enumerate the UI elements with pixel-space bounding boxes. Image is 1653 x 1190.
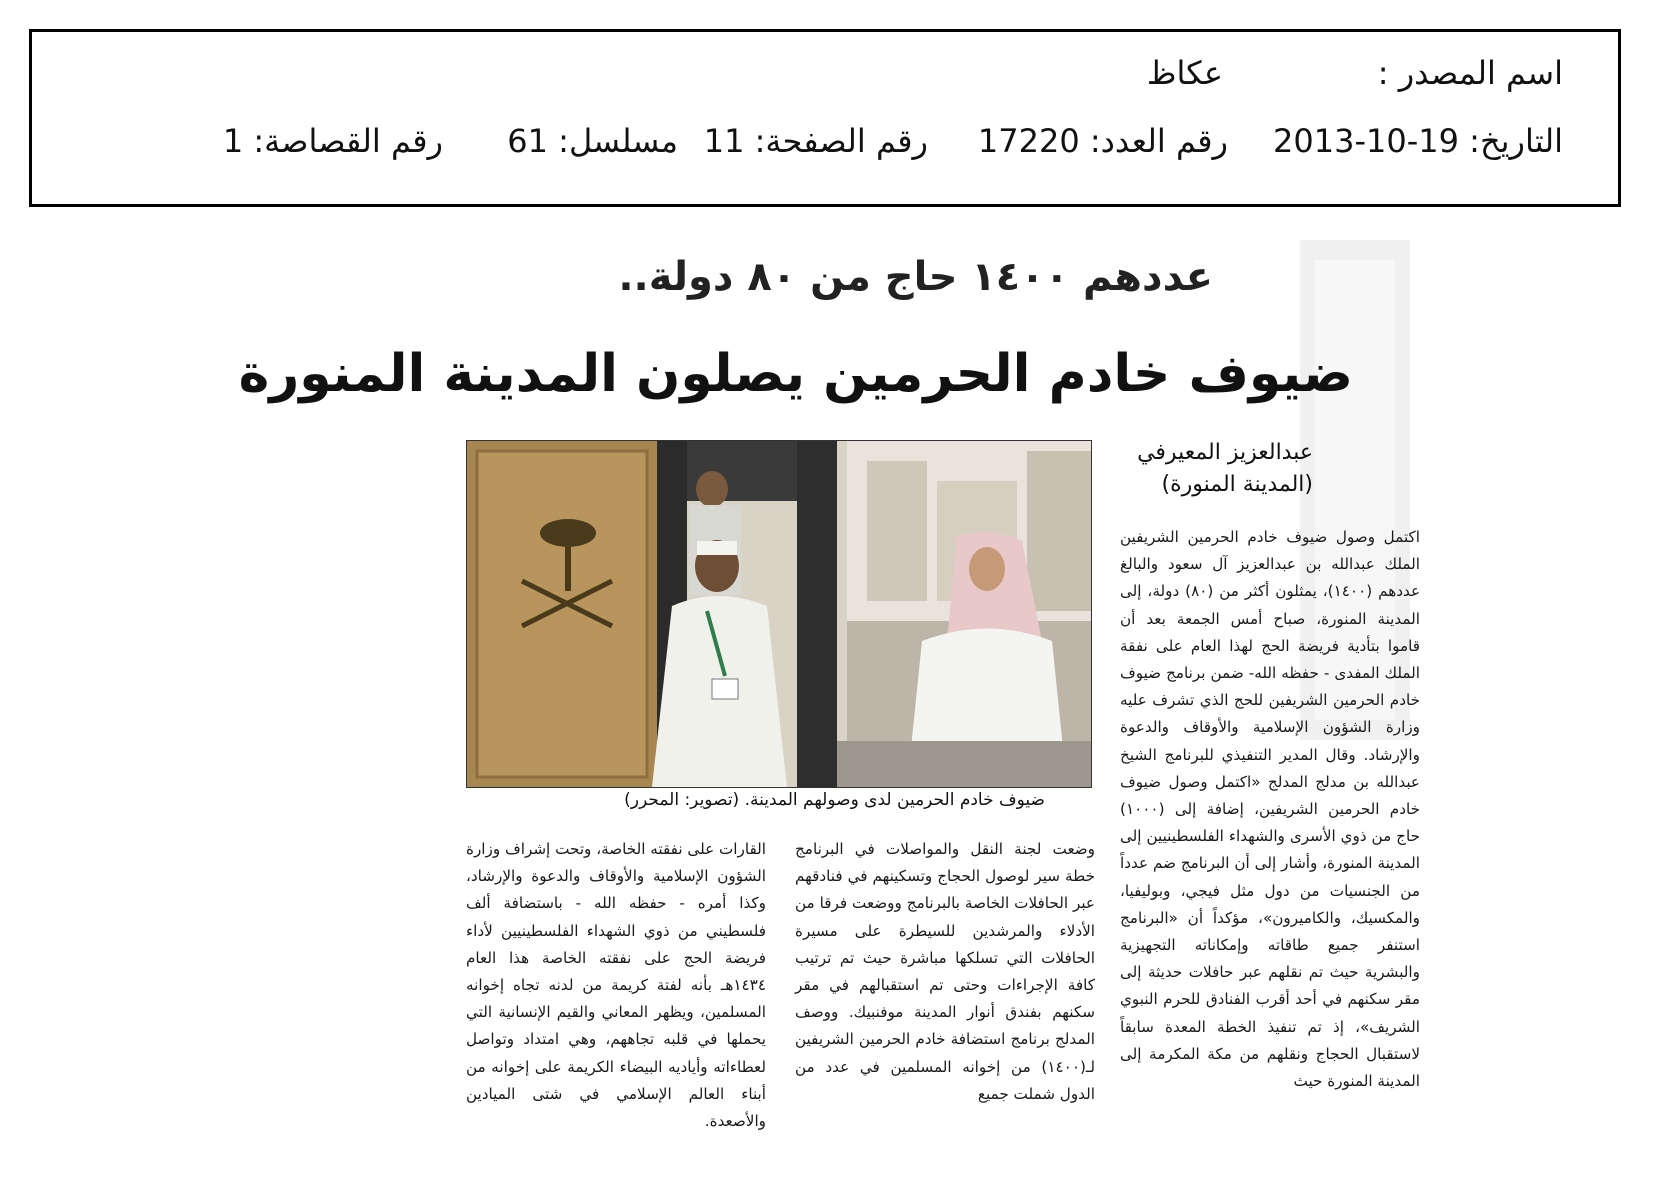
page-number-field: رقم الصفحة: 11	[703, 122, 928, 160]
article-headline: ضيوف خادم الحرمين يصلون المدينة المنورة	[238, 344, 1353, 404]
date-field: التاريخ: 19-10-2013	[1273, 122, 1563, 160]
article-column-right	[1120, 524, 1420, 1095]
article-kicker: عددهم ١٤٠٠ حاج من ٨٠ دولة..	[618, 254, 1213, 300]
serial-field: مسلسل: 61	[507, 122, 678, 160]
article-body-middle: وضعت لجنة النقل والمواصلات في البرنامج خطة سير لوصول الحجاج وتسكينهم في فنادقهم عبر الحافلات الخاصة بالبرنامج ووضعت فرقا من الأدلاء والمرشدين للسيطرة على مسيرة الحافلات التي تسلكها مباشرة حيث تم ترتيب كافة الإجراءات وحتى تم استقبالهم في مقر سكنهم بفندق أنوار المدينة موفنبيك. ووصف المدلج برنامج استضافة خادم الحرمين الشريفين لـ(١٤٠٠) من إخوانه المسلمين في عدد من الدول شملت جميع	[795, 840, 1095, 1103]
author-location: (المدينة المنورة)	[1161, 472, 1313, 497]
article-column-middle	[795, 836, 1095, 1108]
article-body-left: القارات على نفقته الخاصة، وتحت إشراف وزارة الشؤون الإسلامية والأوقاف والدعوة والإرشاد، وكذا أمره - حفظه الله - باستضافة ألف فلسطيني من ذوي الشهداء الفلسطينيين لأداء فريضة الحج على نفقته الخاصة هذا العام ١٤٣٤هـ بأنه لفتة كريمة من لدنه تجاه إخوانه المسلمين، ويظهر المعاني والقيم الإنسانية التي يحملها في قلبه تجاههم، وهي امتداد وتواصل لعطاءاته وأياديه البيضاء الكريمة على إخوانه من أبناء العالم الإسلامي في شتى الميادين والأصعدة.	[465, 840, 766, 1131]
clip-number-field: رقم القصاصة: 1	[222, 122, 443, 160]
source-label: اسم المصدر :	[1377, 54, 1563, 92]
author-name: عبدالعزيز المعيرفي	[1137, 440, 1313, 465]
article-photo	[466, 440, 1092, 788]
source-value: عكاظ	[1146, 54, 1223, 92]
article-body-right: اكتمل وصول ضيوف خادم الحرمين الشريفين الملك عبدالله بن عبدالعزيز آل سعود والبالغ عددهم (١٤٠٠)، يمثلون أكثر من (٨٠) دولة، إلى المدينة المنورة، صباح أمس الجمعة بعد أن قاموا بتأدية فريضة الحج لهذا العام على نفقة الملك المفدى - حفظه الله- ضمن برنامج ضيوف خادم الحرمين الشريفين للحج الذي تشرف عليه وزارة الشؤون الإسلامية والأوقاف والدعوة والإرشاد. وقال المدير التنفيذي للبرنامج الشيخ عبدالله بن مدلج المدلج «اكتمل وصول ضيوف خادم الحرمين الشريفين، إضافة إلى (١٠٠٠) حاج من ذوي الأسرى والشهداء الفلسطينيين إلى المدينة المنورة، وأشار إلى أن البرنامج ضم عدداً من الجنسيات من دول مثل فيجي، وبوليفيا، والمكسيك، والكاميرون»، مؤكداً أن «البرنامج استنفر جميع طاقاته وإمكاناته التجهيزية والبشرية حيث تم نقلهم عبر حافلات حديثة إلى مقر سكنهم في أحد أقرب الفنادق للحرم النبوي الشريف»، إذ تم تنفيذ الخطة المعدة سابقاً لاستقبال الحجاج ونقلهم من مكة المكرمة إلى المدينة المنورة حيث	[1120, 528, 1421, 1091]
issue-number-field: رقم العدد: 17220	[977, 122, 1228, 160]
source-info-box	[29, 29, 1621, 207]
photo-caption: ضيوف خادم الحرمين لدى وصولهم المدينة. (تصوير: المحرر)	[624, 790, 1045, 810]
article-column-left	[466, 836, 766, 1135]
byline	[1137, 437, 1313, 501]
pilgrims-photo-illustration	[467, 441, 1091, 787]
